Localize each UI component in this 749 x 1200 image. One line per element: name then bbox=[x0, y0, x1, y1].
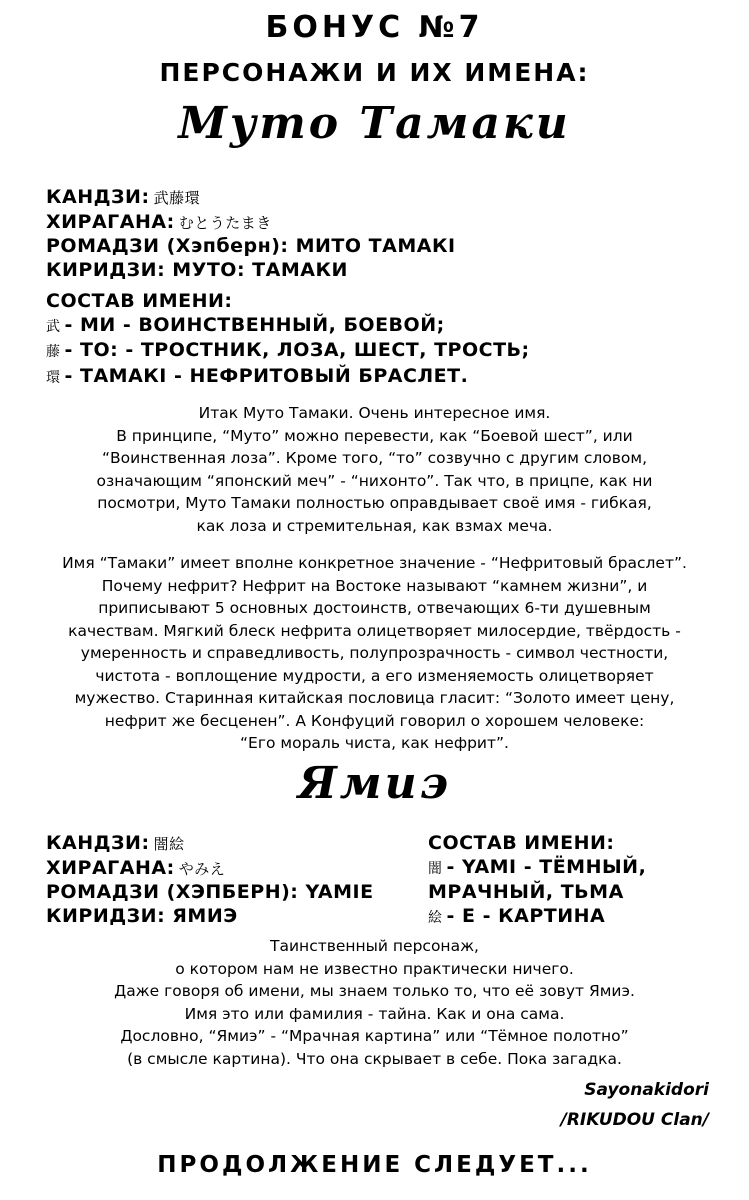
romaji-row: РОМАДЗИ (Хэпберн): МИТО ТАМАКI bbox=[46, 235, 456, 257]
composition-kanji: 闇 bbox=[428, 860, 443, 877]
paragraph-line: (в смысле картина). Что она скрывает в себе. Пока загадка. bbox=[127, 1049, 622, 1068]
paragraph-line: нефрит же бесценен”. А Конфуций говорил о хорошем человеке: bbox=[104, 711, 645, 730]
paragraph-line: умеренность и справедливость, полупрозрачность - символ честности, bbox=[80, 644, 669, 662]
character-name-yamie: Ямиэ bbox=[297, 758, 451, 809]
kanji-label: КАНДЗИ: bbox=[46, 186, 150, 208]
paragraph-line: Итак Муто Тамаки. Очень интересное имя. bbox=[198, 404, 551, 422]
paragraph-line: чистота - воплощение мудрости, а его изменяемость олицетворяет bbox=[95, 666, 654, 685]
composition-label: СОСТАВ ИМЕНИ: bbox=[428, 832, 615, 854]
translator-signature bbox=[561, 1075, 709, 1135]
hiragana-row bbox=[46, 857, 374, 882]
hiragana-value: むとうたまき bbox=[178, 213, 272, 232]
section-subtitle: ПЕРСОНАЖИ И ИХ ИМЕНА: bbox=[159, 58, 590, 87]
composition-label: СОСТАВ ИМЕНИ: bbox=[46, 290, 233, 312]
signature-clan: /RIKUDOU Clan/ bbox=[560, 1110, 709, 1130]
bonus-title: БОНУС №7 bbox=[265, 10, 484, 45]
signature-name: Sayonakidori bbox=[584, 1080, 709, 1100]
hiragana-label: ХИРАГАНА: bbox=[46, 210, 175, 233]
composition-item bbox=[428, 856, 646, 882]
kiriji-row: КИРИДЗИ: ЯМИЭ bbox=[46, 904, 238, 927]
paragraph-line: означающим “японский меч” - “нихонто”. Так что, в прицпе, как ни bbox=[96, 471, 653, 490]
composition-text: - ТАМАКI - НЕФРИТОВЫЙ БРАСЛЕТ. bbox=[64, 364, 469, 387]
paragraph-line: о котором нам не известно практически ничего. bbox=[175, 959, 574, 978]
paragraph-line: Дословно, “Ямиэ” - “Мрачная картина” или “Тёмное полотно” bbox=[120, 1027, 629, 1045]
composition-kanji: 環 bbox=[46, 369, 61, 386]
tamaki-info bbox=[46, 186, 456, 282]
paragraph-line: Имя “Тамаки” имеет вполне конкретное значение - “Нефритовый браслет”. bbox=[62, 554, 687, 572]
composition-item bbox=[46, 365, 530, 391]
kanji-row bbox=[46, 832, 374, 857]
yamie-info bbox=[46, 832, 374, 928]
paragraph-line: В принципе, “Муто” можно перевести, как “Боевой шест”, или bbox=[116, 426, 633, 445]
romaji-row: РОМАДЗИ (ХЭПБЕРН): YAMIE bbox=[46, 881, 374, 903]
tamaki-paragraph-1 bbox=[0, 402, 749, 537]
paragraph-line: посмотри, Муто Тамаки полностью оправдывает своё имя - гибкая, bbox=[97, 494, 652, 512]
paragraph-line: качествам. Мягкий блеск нефрита олицетворяет милосердие, твёрдость - bbox=[68, 621, 681, 640]
composition-text: - ТО: - ТРОСТНИК, ЛОЗА, ШЕСТ, ТРОСТЬ; bbox=[64, 339, 530, 361]
tamaki-paragraph-2 bbox=[0, 552, 749, 755]
paragraph-line: Почему нефрит? Нефрит на Востоке называют “камнем жизни”, и bbox=[101, 576, 648, 595]
composition-kanji: 絵 bbox=[428, 909, 443, 926]
composition-item bbox=[46, 339, 530, 365]
paragraph-line: “Воинственная лоза”. Кроме того, “то” созвучно с другим словом, bbox=[101, 449, 647, 467]
kanji-value: 武藤環 bbox=[153, 189, 201, 207]
to-be-continued: ПРОДОЛЖЕНИЕ СЛЕДУЕТ... bbox=[157, 1152, 592, 1178]
composition-continuation: МРАЧНЫЙ, ТЬМА bbox=[428, 881, 624, 903]
paragraph-line: как лоза и стремительная, как взмах меча. bbox=[196, 516, 553, 535]
kiriji-row: КИРИДЗИ: МУТО: ТАМАКИ bbox=[46, 258, 348, 281]
composition-item bbox=[46, 314, 530, 340]
tamaki-composition bbox=[46, 290, 530, 390]
paragraph-line: Даже говоря об имени, мы знаем только то, что её зовут Ямиэ. bbox=[114, 982, 635, 1000]
composition-text: - Е - КАРТИНА bbox=[446, 904, 606, 927]
paragraph-line: Имя это или фамилия - тайна. Как и она сама. bbox=[184, 1004, 565, 1023]
kanji-value: 闇絵 bbox=[153, 835, 185, 853]
hiragana-row bbox=[46, 211, 456, 236]
kanji-row bbox=[46, 186, 456, 211]
composition-kanji: 藤 bbox=[46, 344, 61, 360]
paragraph-line: приписывают 5 основных достоинств, отвечающих 6-ти душевным bbox=[98, 599, 651, 617]
hiragana-value: やみえ bbox=[178, 859, 226, 878]
yamie-paragraph bbox=[0, 935, 749, 1070]
composition-kanji: 武 bbox=[46, 318, 61, 335]
kanji-label: КАНДЗИ: bbox=[46, 832, 150, 854]
paragraph-line: мужество. Старинная китайская пословица гласит: “Золото имеет цену, bbox=[74, 689, 675, 707]
yamie-composition bbox=[428, 832, 646, 930]
composition-item bbox=[428, 905, 646, 931]
paragraph-line: Таинственный персонаж, bbox=[270, 937, 479, 955]
hiragana-label: ХИРАГАНА: bbox=[46, 856, 175, 879]
character-name-tamaki: Муто Тамаки bbox=[178, 98, 571, 149]
composition-text: - YAMI - ТЁМНЫЙ, bbox=[446, 855, 647, 878]
composition-text: - МИ - ВОИНСТВЕННЫЙ, БОЕВОЙ; bbox=[64, 313, 445, 336]
paragraph-line: “Его мораль чиста, как нефрит”. bbox=[240, 734, 509, 752]
